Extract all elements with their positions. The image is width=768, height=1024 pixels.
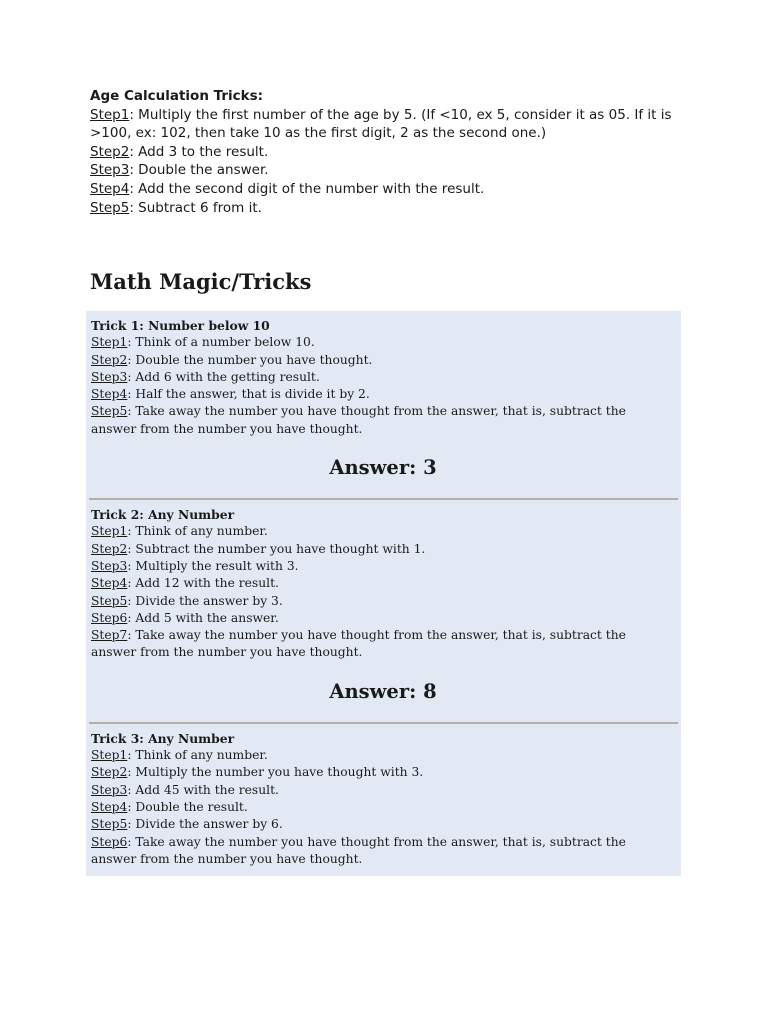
trick-step (91, 627, 675, 662)
step-link[interactable]: Step4 (91, 387, 128, 402)
step-link[interactable]: Step4 (91, 799, 128, 814)
trick-step (91, 352, 675, 369)
page-title: Math Magic/Tricks (90, 269, 312, 294)
trick-step (91, 334, 675, 351)
age-calculation-section (90, 87, 680, 217)
trick-step (91, 369, 675, 386)
age-calculation-title: Age Calculation Tricks: (90, 88, 264, 104)
trick-2 (86, 500, 681, 722)
step-text: : Multiply the first number of the age by 5. (If <10, ex 5, consider it as 05. If it is >100, ex: 102, then take 10 as the first digit, 2 as the second one.) (90, 106, 672, 142)
trick-step (91, 799, 675, 816)
trick-step (91, 558, 675, 575)
step-link[interactable]: Step4 (91, 576, 128, 591)
step-text: : Think of any number. (127, 748, 268, 763)
step-link[interactable]: Step2 (91, 541, 128, 556)
step-link[interactable]: Step4 (90, 180, 130, 197)
step-text: : Add 5 with the answer. (127, 610, 279, 625)
step-link[interactable]: Step5 (90, 199, 130, 216)
step-text: : Multiply the result with 3. (127, 558, 299, 573)
step-text: : Double the number you have thought. (127, 352, 373, 367)
step-link[interactable]: Step3 (91, 782, 128, 797)
trick-step (91, 747, 675, 764)
trick-step (91, 403, 675, 438)
step-text: : Subtract 6 from it. (129, 199, 262, 216)
step-text: : Add 12 with the result. (127, 576, 279, 591)
step-link[interactable]: Step3 (91, 558, 128, 573)
step-link[interactable]: Step5 (91, 404, 128, 419)
trick-step (91, 782, 675, 799)
step-link[interactable]: Step1 (91, 748, 128, 763)
trick-title: Trick 1: Number below 10 (91, 318, 270, 333)
step-text: : Think of a number below 10. (127, 335, 315, 350)
step-link[interactable]: Step7 (91, 628, 128, 643)
answer-heading: Answer: 3 (329, 456, 437, 480)
step-text: : Half the answer, that is divide it by 2. (127, 387, 370, 402)
step-text: : Divide the answer by 3. (127, 593, 283, 608)
step-link[interactable]: Step1 (90, 106, 130, 123)
trick-step (91, 816, 675, 833)
age-step-1 (90, 106, 680, 143)
step-text: : Subtract the number you have thought with 1. (127, 541, 426, 556)
step-link[interactable]: Step5 (91, 593, 128, 608)
step-text: : Multiply the number you have thought with 3. (127, 765, 424, 780)
step-link[interactable]: Step3 (91, 369, 128, 384)
step-text: : Take away the number you have thought from the answer, that is, subtract the answer from the number you have thought. (91, 628, 626, 660)
step-text: : Divide the answer by 6. (127, 817, 283, 832)
step-link[interactable]: Step2 (90, 143, 130, 160)
age-step-2 (90, 143, 680, 162)
step-text: : Double the result. (127, 799, 248, 814)
trick-step (91, 523, 675, 540)
trick-title: Trick 2: Any Number (91, 507, 235, 523)
step-text: : Add 45 with the result. (127, 782, 279, 797)
step-link[interactable]: Step6 (91, 610, 128, 625)
age-step-3 (90, 161, 680, 180)
step-link[interactable]: Step2 (91, 765, 128, 780)
step-link[interactable]: Step2 (91, 352, 128, 367)
trick-step (91, 386, 675, 403)
step-link[interactable]: Step5 (91, 817, 128, 832)
trick-step (91, 834, 675, 869)
trick-1 (86, 311, 681, 498)
step-text: : Add 3 to the result. (129, 143, 269, 160)
step-text: : Think of any number. (127, 524, 268, 539)
age-step-5 (90, 199, 680, 218)
step-link[interactable]: Step1 (91, 335, 128, 350)
step-text: : Double the answer. (129, 162, 269, 179)
step-text: : Add 6 with the getting result. (127, 369, 320, 384)
trick-step (91, 575, 675, 592)
step-link[interactable]: Step1 (91, 524, 128, 539)
step-link[interactable]: Step6 (91, 834, 128, 849)
step-text: : Take away the number you have thought from the answer, that is, subtract the answer from the number you have thought. (91, 834, 626, 866)
tricks-panel (86, 311, 681, 876)
trick-step (91, 541, 675, 558)
step-text: : Add the second digit of the number with the result. (129, 180, 485, 197)
answer-heading: Answer: 8 (329, 679, 437, 703)
trick-step (91, 610, 675, 627)
step-link[interactable]: Step3 (90, 162, 130, 179)
age-step-4 (90, 180, 680, 199)
trick-step (91, 593, 675, 610)
trick-3 (86, 724, 681, 876)
step-text: : Take away the number you have thought from the answer, that is, subtract the answer from the number you have thought. (91, 404, 626, 436)
trick-title: Trick 3: Any Number (91, 730, 235, 746)
trick-step (91, 764, 675, 781)
